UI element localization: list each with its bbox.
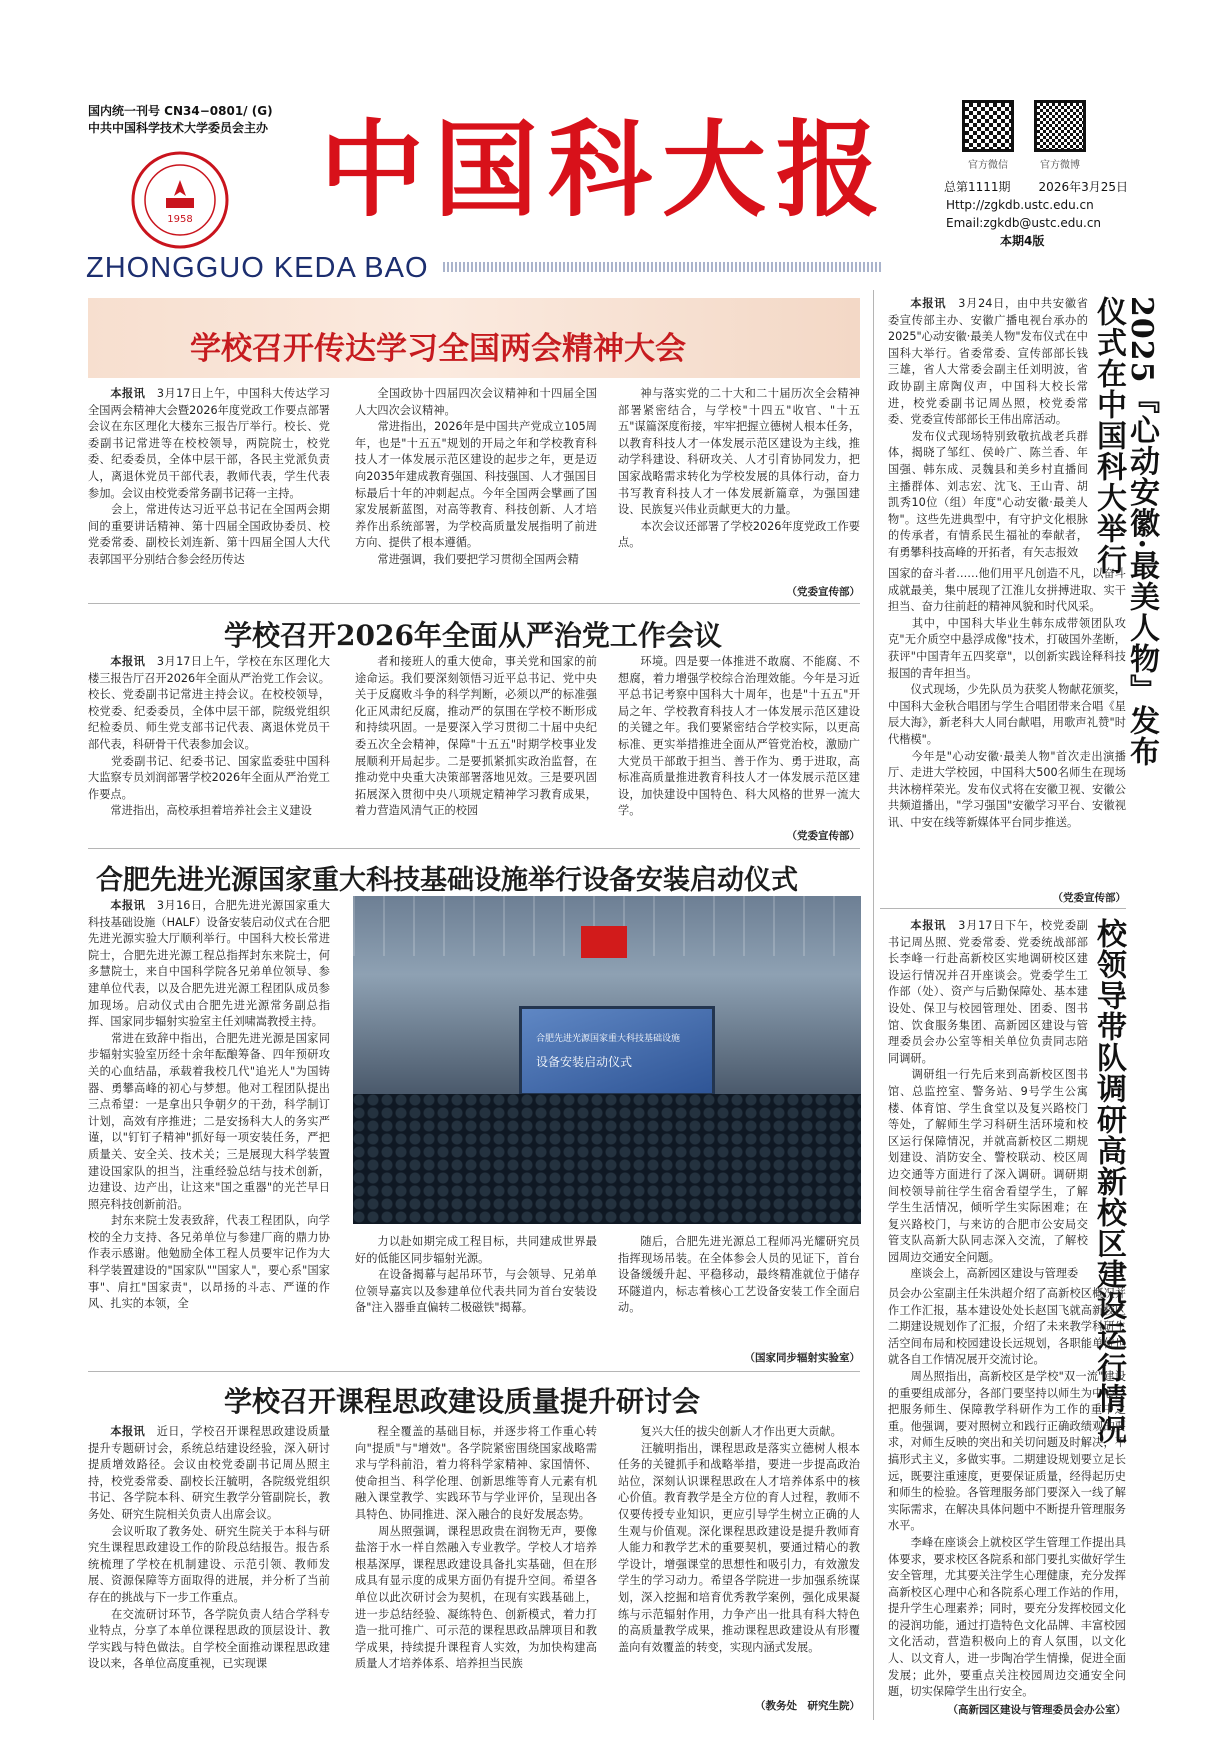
divider [88, 603, 860, 604]
article-1-col-2: 全国政协十四届四次会议精神和十四届全国人大四次会议精神。 常进指出，2026年是中国共产党成立105周年，也是"十五五"规划的开局之年和学校教育科技人才一体发展示范区建设的起步之年，更是迈向2035年建成教育强国、科技强国、人才强国目标最后十年的冲刺起点。今年全国两会擘画了国家发展新蓝图，对高等教育、科技创新、人才培养作出系统部署，为学校高质量发展指明了前进方向、提供了根本遵循。 常进强调，我们要把学习贯彻全国两会精 [355, 387, 597, 566]
article-3-col-3: 随后，合肥先进光源总工程师冯光耀研究员指挥现场吊装。在全体参会人员的见证下，首台设备缓缓升起、平稳移动，最终精准就位于储存环隧道内，标志着核心工艺设备安装工作全面启动。 [618, 1235, 860, 1315]
svg-text:1958: 1958 [167, 214, 193, 225]
publication-info [88, 103, 273, 137]
edition-count: 本期4版 [1000, 234, 1045, 248]
article-2-title: 学校召开2026年全面从严治党工作会议 [224, 619, 722, 652]
article-4-title: 学校召开课程思政建设质量提升研讨会 [224, 1385, 701, 1418]
sponsor: 中共中国科学技术大学委员会主办 [88, 121, 269, 135]
screen-line-1: 合肥先进光源国家重大科技基础设施 [536, 1034, 681, 1044]
weibo-qr-code[interactable] [1034, 100, 1086, 152]
sidebar-article-2-title: 校领导带队调研高新校区建设运行情况 [1091, 918, 1126, 1445]
email[interactable]: Email:zgkdb@ustc.edu.cn [946, 216, 1102, 230]
divider [880, 908, 1126, 909]
article-4-col-2: 程全覆盖的基础目标，并逐步将工作重心转向"提质"与"增效"。各学院紧密围绕国家战略需求与学科前沿，着力将科学家精神、家国情怀、使命担当、科学伦理、创新思维等育人元素有机融入课堂教学、实践环节与学业评价，呈现出各具特色、协同推进、深入融合的良好发展态势。 周丛照强调，课程思政贵在润物无声，要像盐溶于水一样自然融入专业教学。学校人才培养根基深厚，课程思政建设具备扎实基础，但在形成具有显示度的成果方面仍有提升空间。希望各单位以此次研讨会为契机，在现有实践基础上，进一步总结经验、凝练特色、创新模式，着力打造一批可推广、可示范的课程思政品牌项目和教学成果，持续提升课程育人实效，为加快构建高质量人才培养体系、培养担当民族 [355, 1425, 597, 1671]
sidebar-article-1-source: （党委宣传部） [1052, 892, 1126, 904]
issue-date: 2026年3月25日 [1038, 180, 1128, 194]
masthead-pinyin: ZHONGGUO KEDA BAO [86, 252, 429, 284]
weibo-qr-caption: 官方微博 [1040, 160, 1080, 171]
issue-info [944, 178, 1128, 250]
article-2-col-2: 者和接班人的重大使命，事关党和国家的前途命运。我们要深刻领悟习近平总书记、党中央关于反腐败斗争的科学判断，必须以严的标准强化正风肃纪反腐，推动严的氛围在学校不断形成和持续巩固。一是要深入学习贯彻二十届中央纪委五次全会精神，保障"十五五"时期学校事业发展顺利开局起步。二是要抓紧抓实政治监督，在推动党中央重大决策部署落地见效。三是要巩固拓展深入贯彻中央八项规定精神学习教育成果，着力营造风清气正的校园 [355, 655, 597, 818]
installation-ceremony-photo [353, 896, 861, 1224]
article-4-col-3: 复兴大任的拔尖创新人才作出更大贡献。 汪毓明指出，课程思政是落实立德树人根本任务的关键抓手和战略举措，要进一步提高政治站位，深刻认识课程思政在人才培养体系中的核心价值。教育教学是全方位的育人过程，教师不仅要传授专业知识，更应引导学生树立正确的人生观与价值观。深化课程思政建设是提升教师育人能力和教学艺术的重要契机，要通过精心的教学设计，增强课堂的思想性和吸引力，有效激发学生的学习动力。希望各学院进一步加强系统谋划，深入挖掘和培育优秀教学案例，强化成果凝练与示范辐射作用，力争产出一批具有科大特色的高质量教学成果，推动课程思政建设从有形覆盖向有效覆盖的转变，实现内涵式发展。 [618, 1425, 860, 1654]
sidebar-article-1-top: 本报讯 3月24日，由中共安徽省委宣传部主办、安徽广播电视台承办的2025"心动安徽·最美人物"发布仪式在中国科大举行。省委常委、宣传部部长钱三雄，省人大常委会副主任刘明波，省政协副主席陶仪声，中国科大校长常进，校党委副书记周丛照，校党委常委、党委宣传部部长王伟出席活动。 发布仪式现场特别致敬抗战老兵群体，揭晓了邹红、侯岭广、陈兰香、年国强、韩东成、灵魏县和美乡村直播间主播群体、刘志宏、沈飞、王山青、胡凯秀10位（组）年度"心动安徽·最美人物"。这些先进典型中，有守护文化根脉的传承者，有情系民生福祉的奉献者，有勇攀科技高峰的开拓者，有矢志报效 [888, 297, 1088, 559]
divider [88, 1371, 860, 1372]
article-3-col-1: 本报讯 3月16日，合肥先进光源国家重大科技基础设施（HALF）设备安装启动仪式在合肥先进光源实验大厅顺利举行。中国科大校长常进院士，合肥先进光源工程总指挥封东来院士，何多慧院士，来自中国科学院各兄弟单位领导、参建单位代表，以及合肥先进光源工程团队成员参加现场。启动仪式由合肥先进光源常务副总指挥、国家同步辐射实验室主任刘啸嵩教授主持。 常进在致辞中指出，合肥先进光源是国家同步辐射实验室历经十余年酝酿筹备、四年预研攻关的心血结晶，承载着我校几代"追光人"为国铸器、勇攀高峰的初心与梦想。他对工程团队提出三点希望：一是拿出只争朝夕的干劲，科学制订计划，高效有序推进；二是安扬科大人的务实严谨，以"钉钉子精神"抓好每一项安装任务，严把质量关、安全关、技术关；三是展现大科学装置建设国家队的担当，注重经验总结与技术创新，边建设、边产出，让这来"国之重器"的光芒早日照亮科技创新前沿。 封东来院士发表致辞，代表工程团队，向学校的全力支持、各兄弟单位与参建厂商的鼎力协作表示感谢。他勉励全体工程人员要牢记作为大科学装置建设的"国家队""国家人"，要心系"国家事"、肩扛"国家责"，以昂扬的斗志、严谨的作风、扎实的本领，全 [88, 899, 330, 1311]
article-3-title: 合肥先进光源国家重大科技基础设施举行设备安装启动仪式 [96, 865, 798, 896]
article-3-source: （国家同步辐射实验室） [744, 1352, 860, 1364]
website[interactable]: Http://zgkdb.ustc.edu.cn [946, 198, 1094, 212]
sidebar-article-1-title: 2025『心动安徽·最美人物』发布仪式在中国科大举行 [1091, 296, 1159, 767]
column-divider [873, 290, 874, 1720]
sidebar-article-2-top: 本报讯 3月17日下午，校党委副书记周丛照、党委常委、党委统战部部长李峰一行赴高新校区实地调研校区建设运行情况并召开座谈会。党委学生工作部（处）、资产与后勤保障处、基本建设处、保卫与校园管理处、团委、图书馆、饮食服务集团、高新园区建设与管理委员会办公室等相关单位负责同志陪同调研。 调研组一行先后来到高新校区图书馆、总监控室、警务站、9号学生公寓楼、体育馆、学生食堂以及复兴路校门等处，了解师生学习科研生活环境和校区运行保障情况，并就高新校区二期规划建设、消防安全、警校联动、校区周边交通等方面进行了深入调研。调研期间校领导前往学生宿舍看望学生，了解学生生活情况，倾听学生实际困难；在复兴路校门，与来访的合肥市公安局交管支队高新大队同志深入交流，了解校园周边交通安全问题。 座谈会上，高新园区建设与管理委 [888, 919, 1088, 1281]
wechat-qr-code[interactable] [962, 100, 1014, 152]
article-1-title: 学校召开传达学习全国两会精神大会 [190, 331, 686, 367]
issue-number: 总第1111期 [944, 180, 1011, 194]
screen-line-2: 设备安装启动仪式 [536, 1055, 633, 1069]
masthead-rule [443, 262, 883, 272]
divider [88, 848, 860, 849]
article-1-col-1: 本报讯 3月17日上午，中国科大传达学习全国两会精神大会暨2026年度党政工作要点部署会议在东区理化大楼东三报告厅举行。校长、党委副书记常进等在校校领导，两院院士，校党委、纪委委员，全体中层干部，各民主党派负责人，离退休党员干部代表，教师代表，学生代表参加。会议由校党委常务副书记蒋一主持。 会上，常进传达习近平总书记在全国两会期间的重要讲话精神、第十四届全国政协委员、校党委常委、副校长刘连新、第十四届全国人大代表郭国平分别结合参会经历传达 [88, 387, 330, 566]
sidebar-article-1-bottom: 国家的奋斗者……他们用平凡创造不凡，以奋斗成就最美，集中展现了江淮儿女拼搏进取、实干担当、奋力往前赶的精神风貌和时代风采。 其中，中国科大毕业生韩东成带领团队攻克"无介质空中悬浮成像"技术，打破国外垄断，获评"中国青年五四奖章"，以创新实践诠释科技报国的青年担当。 仪式现场，少先队员为获奖人物献花颁奖，中国科大金秋合唱团与学生合唱团带来合唱《星辰大海》，新老科大人同台献唱，用歌声礼赞"时代楷模"。 今年是"心动安徽·最美人物"首次走出演播厅、走进大学校园，中国科大500名师生在现场共沐榜样荣光。发布仪式将在安徽卫视、安徽公共频道播出，"学习强国"安徽学习平台、安徽视讯、中安在线等新媒体平台同步推送。 [888, 567, 1126, 829]
national-flag [581, 926, 627, 958]
article-2-col-1: 本报讯 3月17日上午，学校在东区理化大楼三报告厅召开2026年全面从严治党工作会议。校长、党委副书记常进主持会议。在校校领导，校党委、纪委委员，全体中层干部，院级党组织纪检委员、师生党支部书记代表、离退休党员干部代表，科研骨干代表参加会议。 党委副书记、纪委书记、国家监委驻中国科大监察专员刘润部署学校2026年全面从严治党工作要点。 常进指出，高校承担着培养社会主义建设 [88, 655, 330, 818]
article-1-source: （党委宣传部） [786, 586, 860, 598]
audience [353, 1094, 861, 1224]
masthead-title: 中国科大报 [320, 108, 891, 231]
issn: 国内统一刊号 CN34−0801/ (G) [88, 104, 273, 118]
university-seal-logo [130, 150, 230, 250]
sidebar-article-2-bottom: 员会办公室副主任朱洪超介绍了高新校区概况并作工作汇报，基本建设处处长赵国飞就高新校区二期建设规划作了汇报，介绍了未来教学科研生活空间布局和校园建设长远规划，各职能单位也就各自工作情况展开交流讨论。 周丛照指出，高新校区是学校"双一流"建设的重要组成部分，各部门要坚持以师生为中心，把服务师生、保障教学科研作为工作的重中之重。他强调，要对照树立和践行正确政绩观的要求，对师生反映的突出和关切问题及时解决，不搞形式主义，多做实事。二期建设规划要立足长远，既要注重速度，更要保证质量，经得起历史和师生的检验。各管理服务部门要深入一线了解实际需求，在解决具体问题中不断提升管理服务水平。 李峰在座谈会上就校区学生管理工作提出具体要求，要求校区各院系和部门要扎实做好学生安全管理，尤其要关注学生心理健康，充分发挥高新校区心理中心和各院系心理工作站的作用，提升学生心理素养；同时，要充分发挥校园文化的浸润功能，通过打造特色文化品牌、丰富校园文化活动，营造积极向上的育人氛围，以文化人、以文育人，进一步陶冶学生情操，促进全面发展；此外，要重点关注校园周边交通安全问题，切实保障学生出行安全。 [888, 1287, 1126, 1699]
article-3-col-2: 力以赴如期完成工程目标，共同建成世界最好的低能区同步辐射光源。 在设备揭幕与起吊环节，与会领导、兄弟单位领导嘉宾以及参建单位代表共同为首台安装设备"注入器垂直偏转二极磁铁"揭幕。 [355, 1235, 597, 1315]
article-2-source: （党委宣传部） [786, 830, 860, 842]
article-4-source: （教务处 研究生院） [755, 1700, 860, 1712]
article-2-col-3: 环境。四是要一体推进不敢腐、不能腐、不想腐，着力增强学校综合治理效能。今年是习近平总书记考察中国科大十周年，也是"十五五"开局之年、学校教育科技人才一体发展示范区建设的关键之年。我们要紧密结合学校实际，以更高标准、更实举措推进全面从严管党治校，激励广大党员干部敢于担当、善于作为、勇于进取，高标准高质量推进教育科技人才一体发展示范区建设，加快建设中国特色、科大风格的世界一流大学。 [618, 655, 860, 818]
stage-screen [519, 1006, 715, 1096]
sidebar-article-2-source: （高新园区建设与管理委员会办公室） [947, 1704, 1126, 1716]
wechat-qr-caption: 官方微信 [968, 160, 1008, 171]
article-1-col-3: 神与落实党的二十大和二十届历次全会精神部署紧密结合，与学校"十四五"收官、"十五五"谋篇深度衔接，牢牢把握立德树人根本任务，以教育科技人才一体发展示范区建设为主线，推动学科建设、科研攻关、人才引育协同发力，把国家战略需求转化为学校发展的具体行动，奋力书写教育科技人才一体发展新篇章，为强国建设、民族复兴伟业贡献更大的力量。 本次会议还部署了学校2026年度党政工作要点。 [618, 387, 860, 550]
article-4-col-1: 本报讯 近日，学校召开课程思政建设质量提升专题研讨会，系统总结建设经验，深入研讨提质增效路径。会议由校党委副书记周丛照主持，校党委常委、副校长汪毓明，各院级党组织书记、各学院本科、研究生教学分管副院长，教务处、研究生院相关负责人出席会议。 会议听取了教务处、研究生院关于本科与研究生课程思政建设工作的阶段总结报告。报告系统梳理了学校在机制建设、示范引领、教师发展、资源保障等方面取得的进展，并分析了当前存在的挑战与下一步工作重点。 在交流研讨环节，各学院负责人结合学科专业特点，分享了本单位课程思政的顶层设计、教学实践与特色做法。自学校全面推动课程思政建设以来，各单位高度重视，已实现课 [88, 1425, 330, 1671]
